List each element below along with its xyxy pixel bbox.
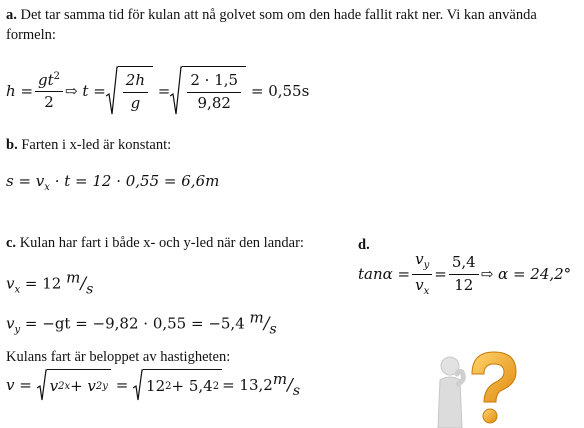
fraction-vy-over-vx: $\frac{v_y}{v_x}$ [412,251,432,297]
part-b-heading: b. Farten i x-led är konstant: [6,137,172,153]
thinking-figure-question-mark-icon [432,344,528,428]
part-a-intro-line1: a. Det tar samma tid för kulan att nå golvet som om den hade fallit rakt ner. Vi kan använda [6,7,537,23]
part-a-result: = 0,55s [250,82,310,100]
part-c-heading: c. Kulan har fart i både x- och y-led när den landar: [6,235,304,251]
fraction-gt2-over-2: $\frac{gt^2}{2}$ [35,71,63,112]
fraction-5-4-over-12: $\frac{5,4}{12}$ [449,254,479,294]
sqrt-numeric: 12 2 + 5,4 2 [133,369,222,401]
part-a-intro-line2: formeln: [6,27,56,43]
part-b-formula: $s = v_x \cdot t = 12 \cdot 0,55 = 6,6m$ [6,172,220,193]
sqrt-calculation: $\frac{2 \cdot 1,5}{9,82}$ [170,66,246,116]
vy-formula: $v_y = -gt = -9,82 \cdot 0,55 = -5,4$ $^m/_s$ [6,308,277,338]
speed-formula: v = v 2 x + v 2 y = 12 2 + 5,4 2 = 13,2 $^m/_s$ [6,370,300,400]
part-a-formula: h = $\frac{gt^2}{2}$ ⇨ t = $\frac{2h}{g}$ = $\frac{2 \cdot 1,5}{9,82}$ = 0,55s [6,62,309,120]
part-d-formula: tanα = $\frac{v_y}{v_x}$ = $\frac{5,4}{12}$ ⇨ α = 24,2° [358,250,572,297]
sqrt-vx2-vy2: v 2 x + v 2 y [37,369,111,401]
part-d-label: d. [358,237,370,253]
speed-text: Kulans fart är beloppet av hastigheten: [6,349,231,365]
vx-formula: $v_x = 12$ $^m/_s$ [6,268,94,298]
sqrt-2h-over-g: $\frac{2h}{g}$ [106,66,153,116]
implies-arrow: ⇨ [65,82,78,100]
